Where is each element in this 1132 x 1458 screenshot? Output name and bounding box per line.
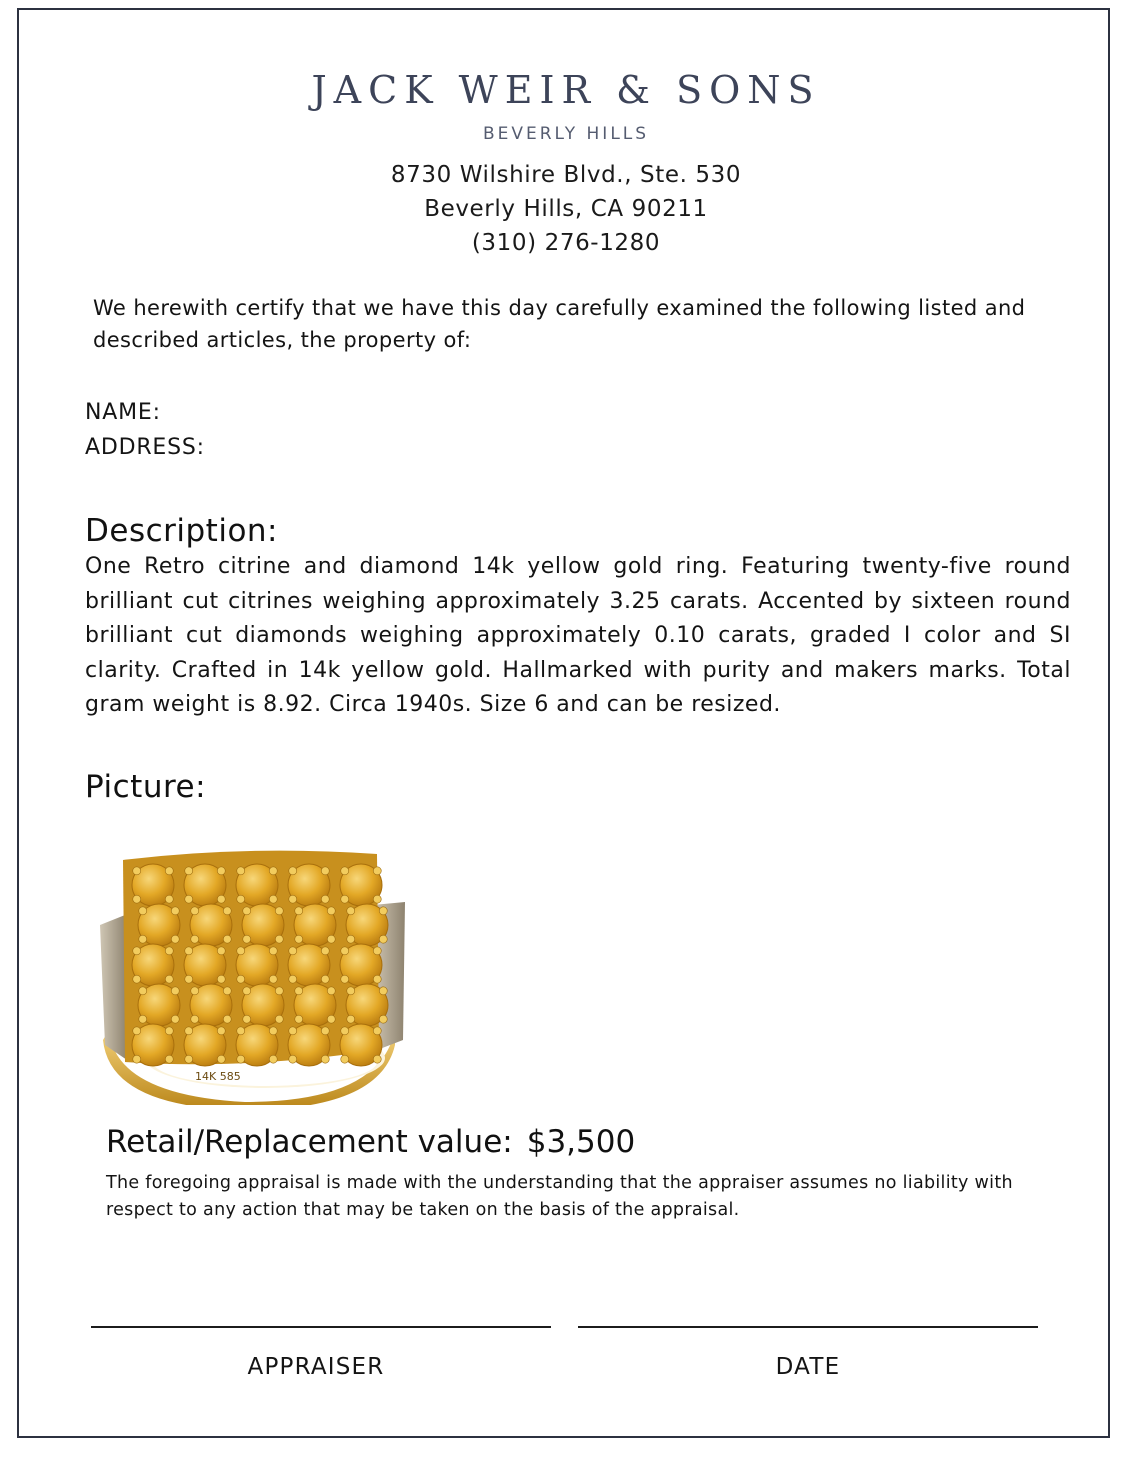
gold-bead — [185, 1055, 193, 1063]
gold-bead — [185, 867, 193, 875]
gold-bead — [373, 975, 381, 983]
gold-bead — [133, 1027, 141, 1035]
gold-bead — [165, 895, 173, 903]
gold-bead — [269, 895, 277, 903]
gold-bead — [289, 867, 297, 875]
gold-bead — [321, 1055, 329, 1063]
gold-bead — [341, 1055, 349, 1063]
appraiser-signature-line[interactable] — [91, 1326, 551, 1328]
gold-bead — [269, 947, 277, 955]
phone-number: (310) 276-1280 — [471, 230, 661, 256]
gold-bead — [327, 1015, 335, 1023]
gold-bead — [237, 895, 245, 903]
gold-bead — [289, 947, 297, 955]
address-line-2: Beverly Hills, CA 90211 — [424, 196, 708, 222]
gold-bead — [269, 867, 277, 875]
gold-bead — [185, 895, 193, 903]
gold-bead — [165, 1027, 173, 1035]
gold-bead — [165, 947, 173, 955]
gold-bead — [275, 987, 283, 995]
gold-bead — [165, 1055, 173, 1063]
gold-bead — [139, 987, 147, 995]
gold-bead — [321, 1027, 329, 1035]
gold-bead — [289, 895, 297, 903]
picture-heading: Picture: — [85, 769, 207, 805]
owner-name-label: NAME: — [85, 400, 161, 425]
brand-location: BEVERLY HILLS — [482, 124, 650, 144]
gold-bead — [373, 947, 381, 955]
gold-bead — [347, 907, 355, 915]
gold-bead — [185, 975, 193, 983]
gold-bead — [379, 935, 387, 943]
description-text: One Retro citrine and diamond 14k yellow gold ring. Featuring twenty-five round brilliant cut citrines weighing approximately 3.25 carats. Accented by sixteen round brilliant cut diamonds weighing approximately 0.10 carats, graded I color and SI clarity. Crafted in 14k yellow gold. Hallmarked with purity and makers marks. Total gram weight is 8.92. Circa 1940s. Size 6 and can be resized. — [85, 554, 1071, 717]
gold-bead — [373, 867, 381, 875]
gold-bead — [321, 867, 329, 875]
ring-photo — [95, 840, 415, 1105]
gold-bead — [171, 1015, 179, 1023]
gold-bead — [139, 1015, 147, 1023]
gold-bead — [217, 1055, 225, 1063]
gold-bead — [237, 975, 245, 983]
certification-statement: We herewith certify that we have this day carefully examined the following listed and described articles, the property of: — [93, 296, 1026, 352]
appraisal-disclaimer: The foregoing appraisal is made with the understanding that the appraiser assumes no liability with respect to any action that may be taken on the basis of the appraisal. — [106, 1173, 1013, 1220]
gold-bead — [185, 947, 193, 955]
gold-bead — [237, 1055, 245, 1063]
gold-bead — [373, 1055, 381, 1063]
gold-bead — [373, 1027, 381, 1035]
gold-bead — [269, 975, 277, 983]
gold-bead — [165, 975, 173, 983]
gold-bead — [341, 1027, 349, 1035]
gold-bead — [191, 935, 199, 943]
gold-bead — [321, 947, 329, 955]
gold-bead — [379, 1015, 387, 1023]
gold-bead — [379, 987, 387, 995]
gold-bead — [223, 1015, 231, 1023]
gold-bead — [295, 1015, 303, 1023]
gold-bead — [237, 1027, 245, 1035]
description-heading: Description: — [85, 513, 278, 549]
gold-bead — [133, 895, 141, 903]
gold-bead — [243, 987, 251, 995]
gold-bead — [347, 935, 355, 943]
date-signature-line[interactable] — [578, 1326, 1038, 1328]
gold-bead — [341, 975, 349, 983]
gold-bead — [191, 907, 199, 915]
gold-bead — [243, 1015, 251, 1023]
gold-bead — [133, 1055, 141, 1063]
appraiser-label: APPRAISER — [247, 1354, 385, 1380]
gold-bead — [191, 987, 199, 995]
gold-bead — [185, 1027, 193, 1035]
gold-bead — [341, 895, 349, 903]
gold-bead — [133, 947, 141, 955]
brand-name: JACK WEIR & SONS — [311, 68, 821, 112]
gold-bead — [223, 935, 231, 943]
gold-bead — [295, 907, 303, 915]
valuation-label: Retail/Replacement value: — [106, 1124, 513, 1160]
gold-bead — [165, 867, 173, 875]
gold-bead — [321, 895, 329, 903]
gold-bead — [327, 935, 335, 943]
valuation-amount: $3,500 — [526, 1124, 636, 1160]
gold-bead — [133, 867, 141, 875]
gold-bead — [191, 1015, 199, 1023]
gold-bead — [171, 907, 179, 915]
gold-bead — [133, 975, 141, 983]
gold-bead — [327, 987, 335, 995]
gold-bead — [379, 907, 387, 915]
gold-bead — [217, 895, 225, 903]
gold-bead — [139, 907, 147, 915]
gold-bead — [269, 1055, 277, 1063]
gold-bead — [295, 987, 303, 995]
gold-bead — [243, 907, 251, 915]
gold-bead — [341, 947, 349, 955]
gold-bead — [243, 935, 251, 943]
gold-bead — [217, 975, 225, 983]
gold-bead — [289, 1027, 297, 1035]
gold-bead — [139, 935, 147, 943]
hallmark-mark: 14K 585 — [195, 1070, 241, 1083]
gold-bead — [217, 867, 225, 875]
gold-bead — [341, 867, 349, 875]
owner-address-label: ADDRESS: — [85, 435, 205, 460]
date-label: DATE — [775, 1354, 841, 1380]
gold-bead — [237, 867, 245, 875]
gold-bead — [223, 907, 231, 915]
gold-bead — [223, 987, 231, 995]
gold-bead — [269, 1027, 277, 1035]
gold-bead — [373, 895, 381, 903]
gold-bead — [347, 987, 355, 995]
gold-bead — [275, 1015, 283, 1023]
gold-bead — [217, 947, 225, 955]
gold-bead — [217, 1027, 225, 1035]
gold-bead — [295, 935, 303, 943]
gold-bead — [321, 975, 329, 983]
gold-bead — [275, 935, 283, 943]
gold-bead — [171, 987, 179, 995]
gold-bead — [171, 935, 179, 943]
gold-bead — [289, 975, 297, 983]
gold-bead — [347, 1015, 355, 1023]
gold-bead — [237, 947, 245, 955]
valuation-row — [106, 1124, 635, 1160]
gold-bead — [327, 907, 335, 915]
gold-bead — [275, 907, 283, 915]
gold-bead — [289, 1055, 297, 1063]
address-line-1: 8730 Wilshire Blvd., Ste. 530 — [390, 162, 742, 188]
